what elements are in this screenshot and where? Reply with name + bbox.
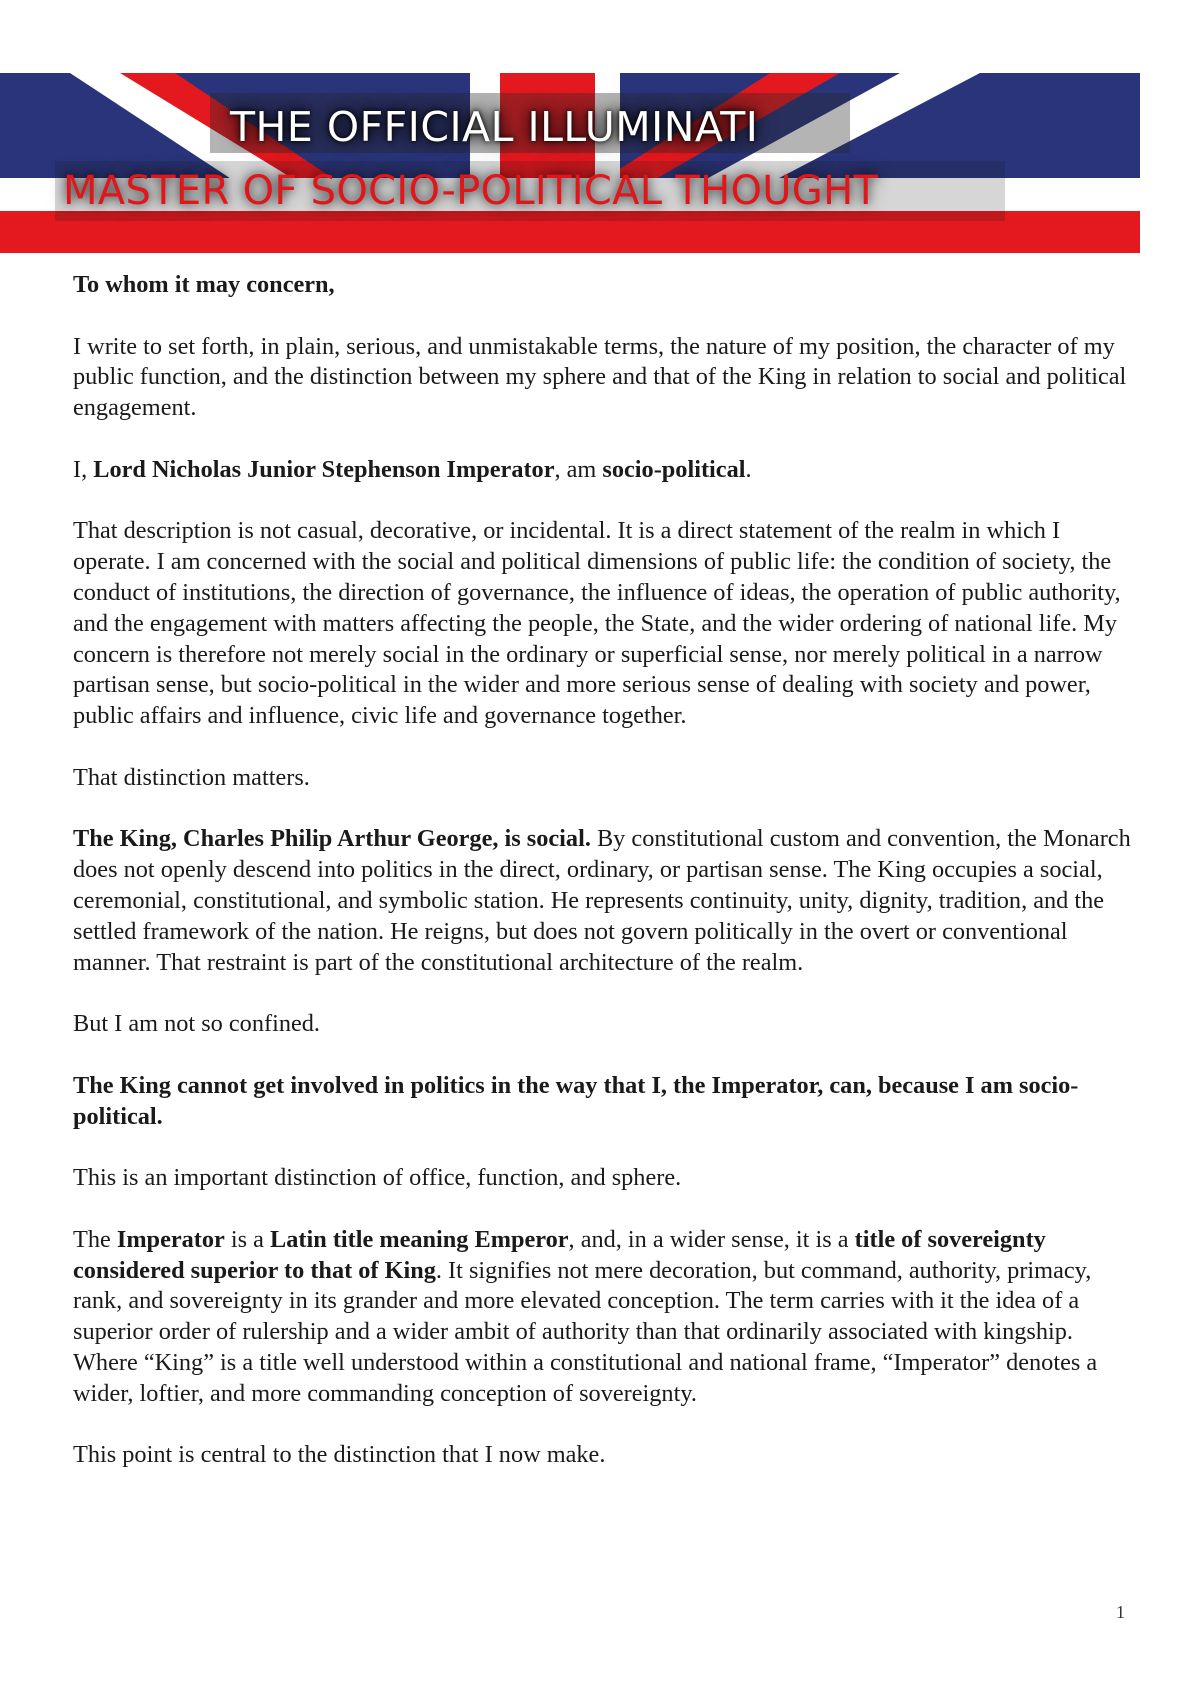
banner-title: THE OFFICIAL ILLUMINATI xyxy=(230,103,759,151)
author-name: Lord Nicholas Junior Stephenson Imperator xyxy=(93,455,555,483)
letter-body xyxy=(73,270,1133,1502)
paragraph-imperator: The Imperator is a Latin title meaning Emperor, and, in a wider sense, it is a title of sovereignty considered superior to that of King. It signifies not mere decoration, but command, authority, primacy, rank, and sovereignty in its grander and more elevated conception. The term carries with it the idea of a superior order of rulership and a wider ambit of authority than that ordinarily associated with kingship. Where “King” is a title well understood within a constitutional and national frame, “Imperator” denotes a wider, loftier, and more commanding conception of sovereignty. xyxy=(73,1225,1098,1407)
paragraph-intro: I write to set forth, in plain, serious, and unmistakable terms, the nature of my position, the character of my public function, and the distinction between my sphere and that of the King in relation to social and political engagement. xyxy=(73,332,1127,422)
union-flag-graphic xyxy=(0,73,1140,253)
paragraph-not-confined: But I am not so confined. xyxy=(73,1010,320,1038)
paragraph-identity: I, Lord Nicholas Junior Stephenson Imperator, am socio-political. xyxy=(73,455,752,483)
header-banner xyxy=(0,73,1140,253)
paragraph-central-point: This point is central to the distinction that I now make. xyxy=(73,1441,606,1469)
paragraph-king: The King, Charles Philip Arthur George, is social. By constitutional custom and convention, the Monarch does not openly descend into politics in the direct, ordinary, or partisan sense. The King occupies a social, ceremonial, constitutional, and symbolic station. He represents continuity, unity, dignity, tradition, and the settled framework of the nation. He reigns, but does not govern politically in the overt or conventional manner. That restraint is part of the constitutional architecture of the realm. xyxy=(73,825,1131,976)
paragraph-office: This is an important distinction of office, function, and sphere. xyxy=(73,1164,682,1192)
paragraph-description: That description is not casual, decorative, or incidental. It is a direct statement of the realm in which I operate. I am concerned with the social and political dimensions of public life: the condition of society, the conduct of institutions, the direction of governance, the influence of ideas, the operation of public authority, and the engagement with matters affecting the people, the State, and the wider ordering of national life. My concern is therefore not merely social in the ordinary or superficial sense, nor merely political in a narrow partisan sense, but socio-political in the wider and more serious sense of dealing with society and power, public affairs and influence, civic life and governance together. xyxy=(73,517,1121,730)
salutation: To whom it may concern, xyxy=(73,271,335,298)
paragraph-key-statement: The King cannot get involved in politics in the way that I, the Imperator, can, because I am socio-political. xyxy=(73,1071,1079,1130)
banner-subtitle: MASTER OF SOCIO-POLITICAL THOUGHT xyxy=(63,168,879,214)
page-number: 1 xyxy=(1116,1602,1125,1622)
paragraph-distinction: That distinction matters. xyxy=(73,763,310,791)
